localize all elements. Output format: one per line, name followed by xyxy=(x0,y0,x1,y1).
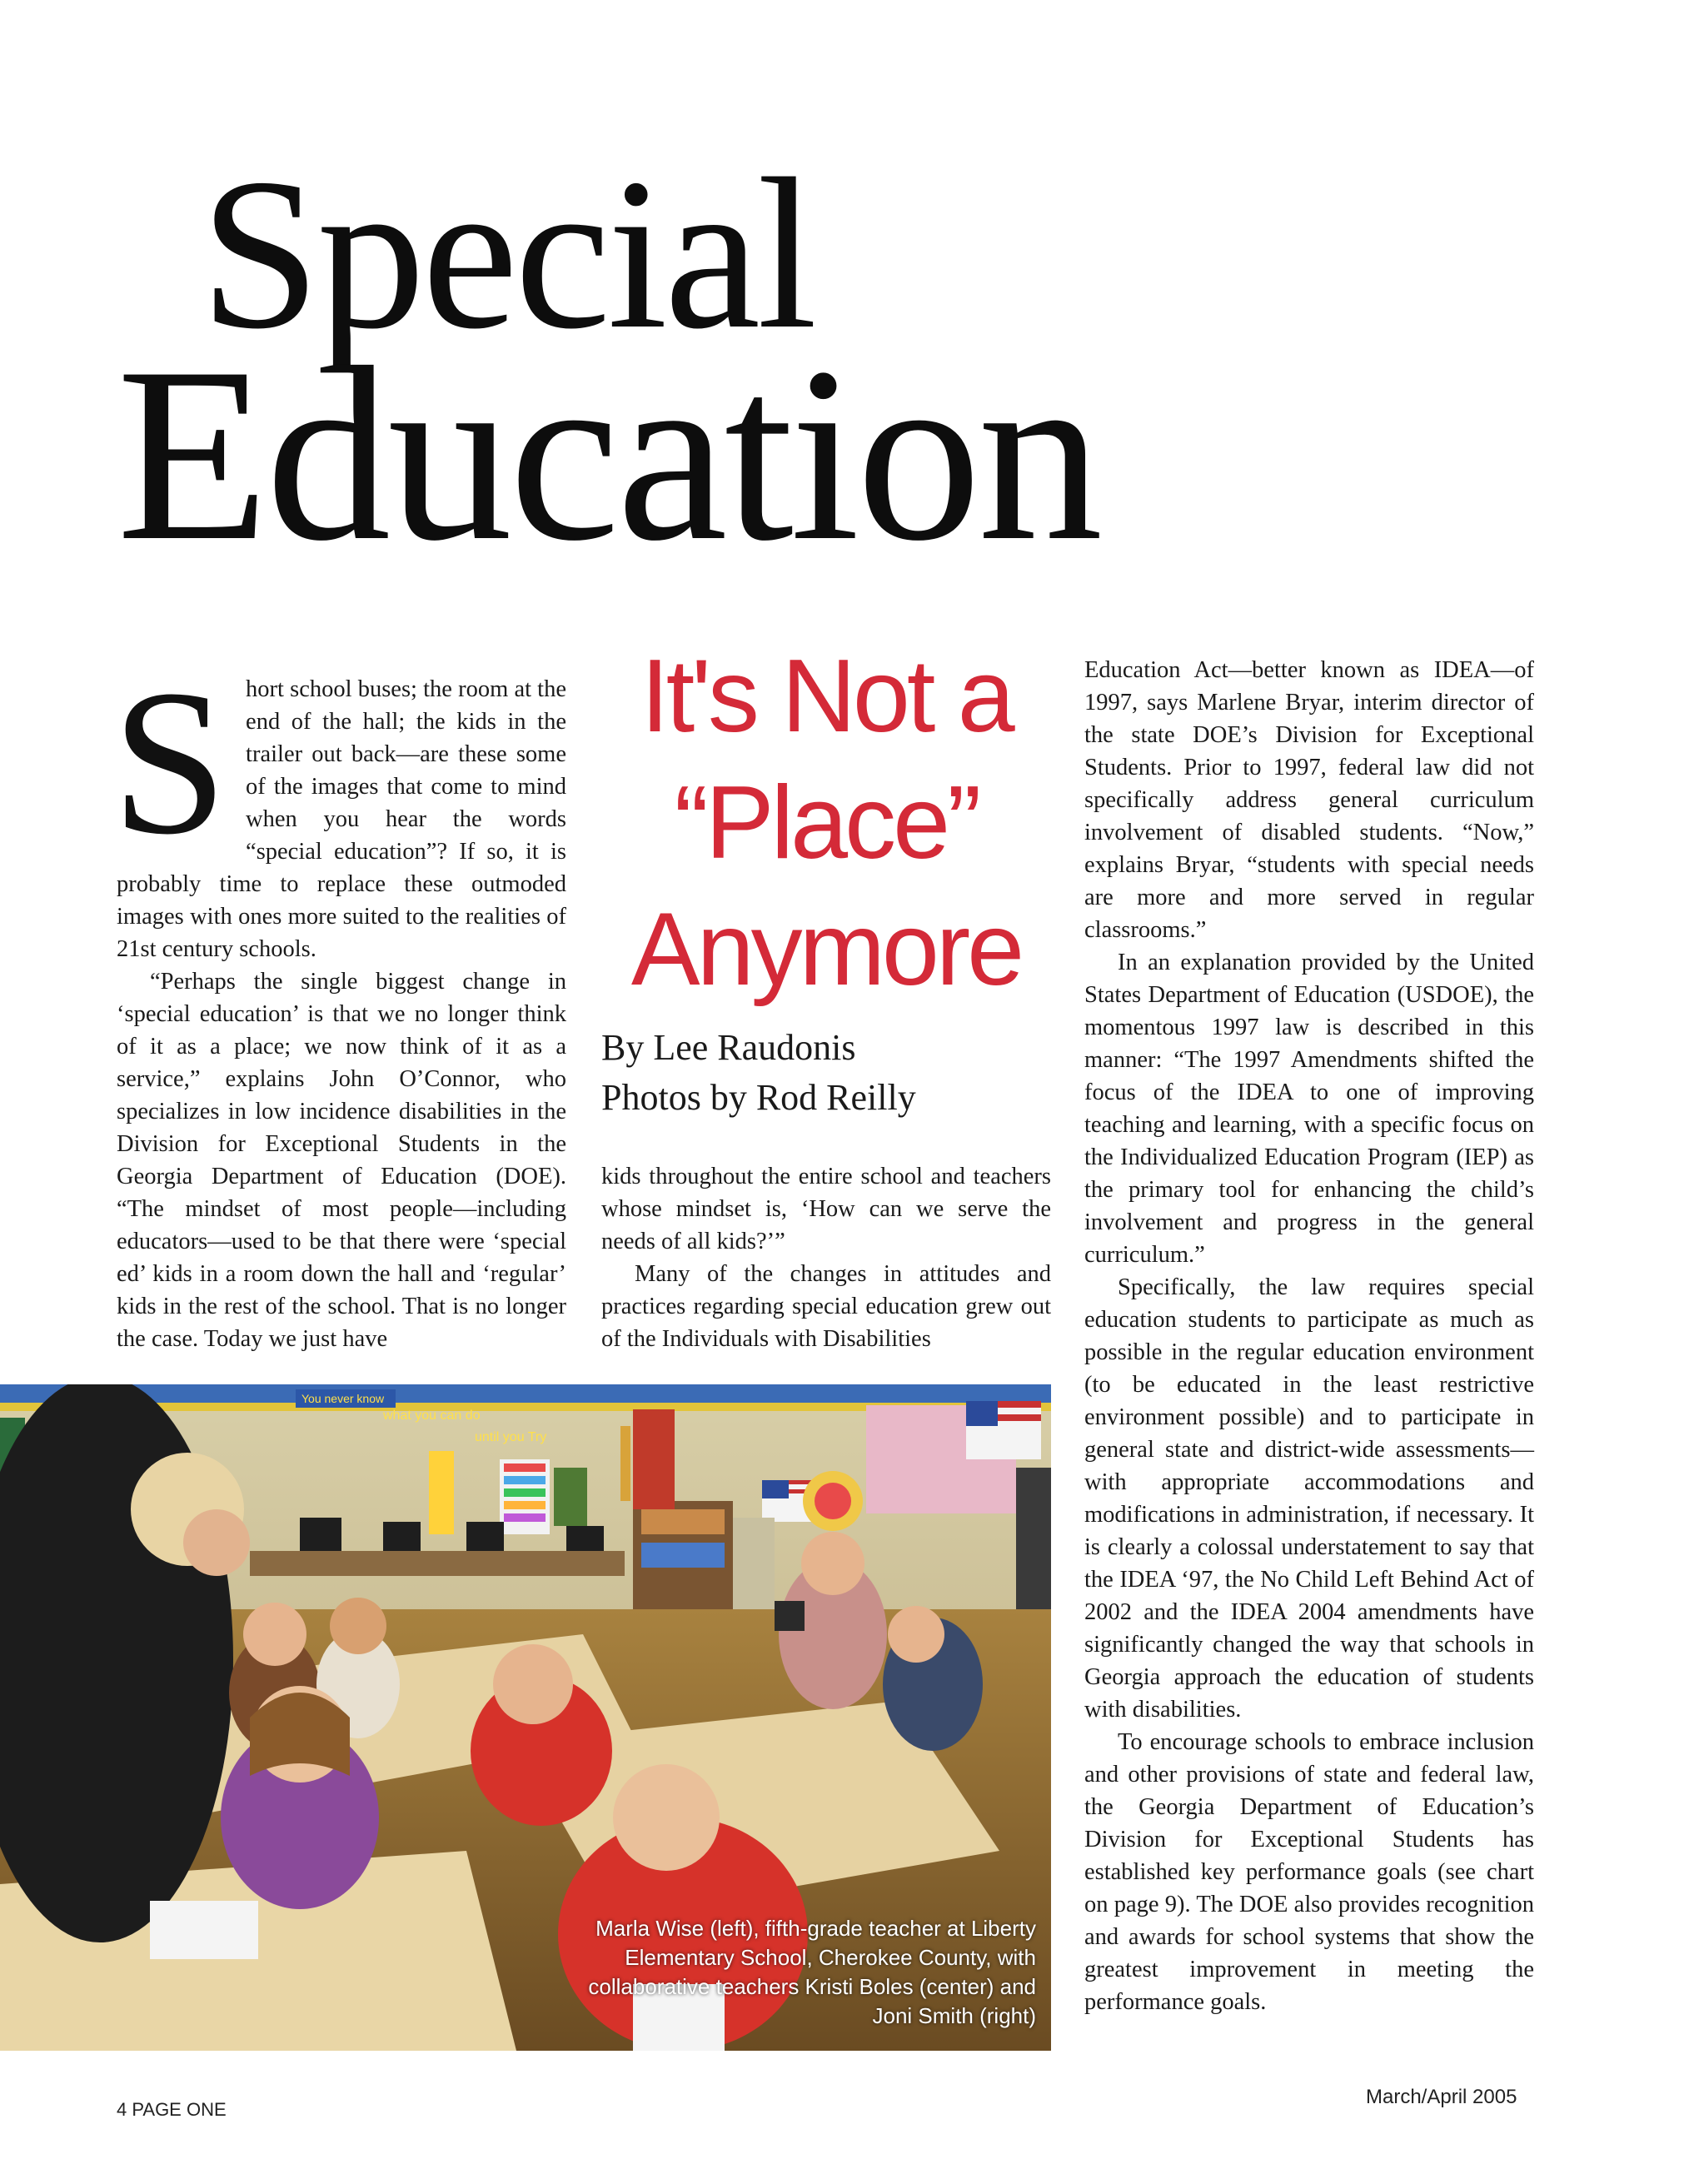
banner-text-1: You never know xyxy=(301,1392,385,1405)
article-column-2 xyxy=(601,1160,1051,1355)
paragraph: kids throughout the entire school and teachers whose mindset is, ‘How can we serve the needs of all kids?’” xyxy=(601,1164,1051,1254)
article-column-1 xyxy=(112,647,566,1355)
issue-date: March/April 2005 xyxy=(1366,2086,1517,2108)
paragraph: hort school buses; the room at the end of the hall; the kids in the trailer out back—are these some of the images that come to mind when you hear the words “special education”? If so, it is probably time to replace these outmoded images with ones more suited to the realities of 21st century schools. xyxy=(117,676,566,962)
banner-text-3: until you Try xyxy=(475,1430,547,1444)
page-folio: 4 PAGE ONE xyxy=(117,2099,227,2120)
classroom-photo xyxy=(0,1384,1051,2051)
banner-text-2: what you can do xyxy=(383,1409,481,1423)
paragraph: To encourage schools to embrace inclusion and other provisions of state and federal law, the Georgia Department of Education’s Division for Exceptional Students has established key performance goals (see chart on page 9). The DOE also provides recognition and awards for school systems that show the greatest improvement in meeting the performance goals. xyxy=(1084,1729,1534,2015)
article-subtitle: It's Not a “Place” Anymore xyxy=(630,639,1022,1007)
title-line-2: Education xyxy=(117,316,1100,592)
paragraph: In an explanation provided by the United States Department of Education (USDOE), the momentous 1997 law is described in this manner: “The 1997 Amendments shifted the focus of the IDEA to one of improving teaching and learning, with a specific focus on the Individualized Education Program (IEP) as the primary tool for enhancing the child’s involvement and progress in the general curriculum.” xyxy=(1084,950,1534,1268)
drop-cap: S xyxy=(112,647,228,878)
photo-caption: Marla Wise (left), fifth-grade teacher at Liberty Elementary School, Cherokee County, with collaborative teachers Kristi Boles (center) and Joni Smith (right) xyxy=(588,1916,1036,2028)
article-title xyxy=(117,134,1100,592)
paragraph: “Perhaps the single biggest change in ‘special education’ is that we no longer think of it as a place; we now think of it as a service,” explains John O’Connor, who specializes in low incidence disabilities in the Division for Exceptional Students in the Georgia Department of Education (DOE). “The mindset of most people—including educators—used to be that there were ‘special ed’ kids in a room down the hall and ‘regular’ kids in the rest of the school. That is no longer the case. Today we just have xyxy=(117,969,566,1352)
photo-credit: Photos by Rod Reilly xyxy=(601,1077,916,1118)
paragraph: Specifically, the law requires special education students to participate as much as possible in the regular education environment (to be educated in the least restrictive environment possible) and to participate in general state and district-wide assessments—with appropriate accommodations and modifications in administration, if necessary. It is clearly a colossal understatement to say that the IDEA ‘97, the No Child Left Behind Act of 2002 and the IDEA 2004 amendments have significantly changed the way that schools in Georgia approach the education of students with disabilities. xyxy=(1084,1274,1534,1723)
author-credit: By Lee Raudonis xyxy=(601,1027,856,1068)
byline xyxy=(601,1023,1068,1123)
paragraph: Education Act—better known as IDEA—of 1997, says Marlene Bryar, interim director of the state DOE’s Division for Exceptional Students. Prior to 1997, federal law did not specifically address general curriculum involvement of disabled students. “Now,” explains Bryar, “students with special needs are more and more served in regular classrooms.” xyxy=(1084,657,1534,943)
paragraph: Many of the changes in attitudes and practices regarding special education grew out of the Individuals with Disabilities xyxy=(601,1261,1051,1352)
article-column-3 xyxy=(1084,654,1534,2018)
title-line-1: Special xyxy=(200,134,815,374)
